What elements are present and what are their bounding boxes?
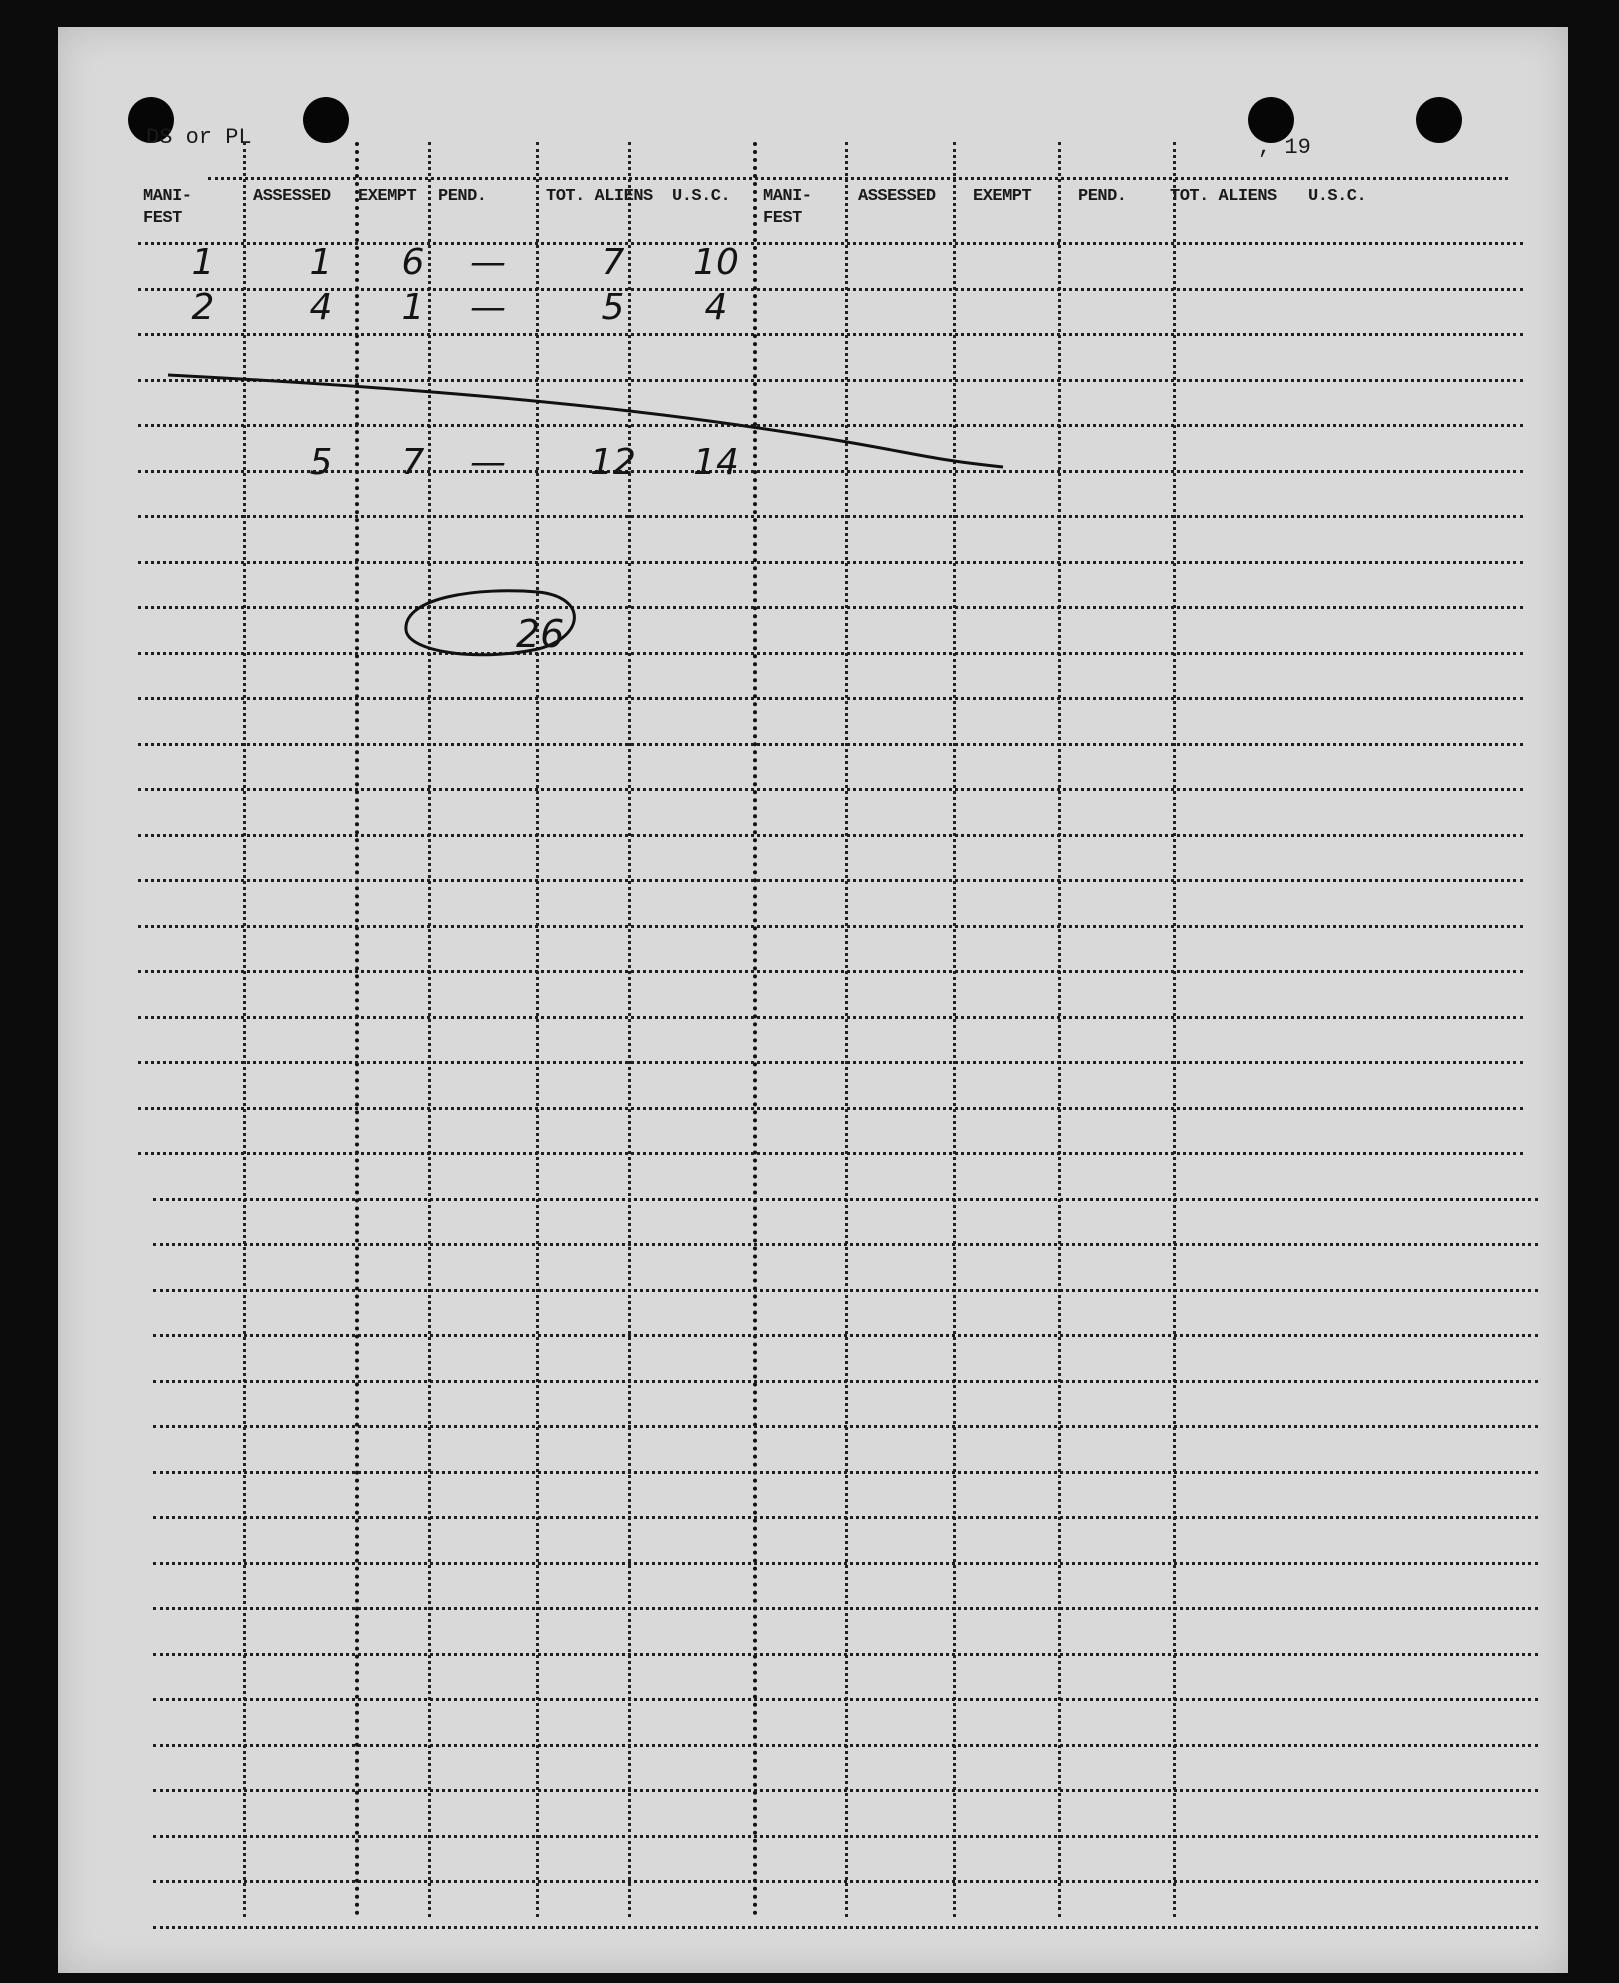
total-tot_aliens: 12: [590, 442, 636, 483]
row-rule: [153, 1562, 1538, 1565]
form-page: [58, 27, 1568, 1973]
row-rule: [138, 470, 1523, 473]
column-heading-right: EXEMPT: [973, 187, 1032, 206]
column-heading-left: U.S.C.: [672, 187, 731, 206]
row-rule: [153, 1698, 1538, 1701]
annotation-layer: [58, 27, 1568, 1973]
row-rule: [138, 1016, 1523, 1019]
column-heading-left: MANI-: [143, 187, 192, 206]
year-prefix: , 19: [1258, 135, 1311, 160]
row-rule: [153, 1744, 1538, 1747]
column-heading-right: TOT. ALIENS: [1170, 187, 1277, 206]
column-rule: [1173, 142, 1176, 1917]
column-rule: [536, 142, 539, 1917]
punch-hole: [1416, 97, 1462, 143]
column-rule: [243, 142, 246, 1917]
entry-assessed: 1: [309, 242, 333, 283]
column-rule: [628, 142, 631, 1917]
grand-total: 26: [516, 612, 565, 656]
header-prefix: DS or PL: [146, 125, 252, 150]
entry-exempt: 1: [401, 287, 425, 328]
row-rule: [138, 561, 1523, 564]
row-rule: [153, 1653, 1538, 1656]
column-heading-left: ASSESSED: [253, 187, 331, 206]
row-rule: [153, 1926, 1538, 1929]
strike-line: [168, 375, 1003, 467]
row-rule: [153, 1198, 1538, 1201]
row-rule: [138, 879, 1523, 882]
row-rule: [138, 242, 1523, 245]
entry-pend: —: [470, 242, 506, 283]
entry-pend: —: [470, 287, 506, 328]
entry-usc: 10: [693, 242, 739, 283]
row-rule: [138, 788, 1523, 791]
column-rule: [845, 142, 848, 1917]
column-heading-right: FEST: [763, 209, 802, 228]
row-rule: [138, 652, 1523, 655]
header-rule: [208, 177, 1508, 180]
row-rule: [138, 424, 1523, 427]
column-rule: [355, 142, 359, 1917]
row-rule: [138, 925, 1523, 928]
column-rule: [1058, 142, 1061, 1917]
row-rule: [138, 1107, 1523, 1110]
row-rule: [153, 1289, 1538, 1292]
total-pend: —: [470, 442, 506, 483]
entry-tot_aliens: 7: [601, 242, 625, 283]
row-rule: [138, 333, 1523, 336]
row-rule: [138, 1061, 1523, 1064]
row-rule: [153, 1243, 1538, 1246]
entry-assessed: 4: [309, 287, 333, 328]
column-heading-right: MANI-: [763, 187, 812, 206]
row-rule: [153, 1607, 1538, 1610]
column-heading-right: PEND.: [1078, 187, 1127, 206]
total-assessed: 5: [309, 442, 333, 483]
column-heading-left: TOT. ALIENS: [546, 187, 653, 206]
row-rule: [153, 1471, 1538, 1474]
row-rule: [138, 697, 1523, 700]
row-rule: [153, 1835, 1538, 1838]
row-rule: [153, 1516, 1538, 1519]
entry-exempt: 6: [401, 242, 425, 283]
column-heading-left: FEST: [143, 209, 182, 228]
punch-hole: [303, 97, 349, 143]
row-rule: [153, 1789, 1538, 1792]
row-rule: [138, 1152, 1523, 1155]
column-heading-left: PEND.: [438, 187, 487, 206]
row-rule: [138, 515, 1523, 518]
entry-usc: 4: [704, 287, 728, 328]
row-rule: [138, 834, 1523, 837]
total-exempt: 7: [401, 442, 425, 483]
column-heading-left: EXEMPT: [358, 187, 417, 206]
row-rule: [153, 1380, 1538, 1383]
entry-tot_aliens: 5: [601, 287, 625, 328]
row-rule: [138, 379, 1523, 382]
column-rule: [953, 142, 956, 1917]
entry-manifest: 1: [191, 242, 215, 283]
column-heading-right: ASSESSED: [858, 187, 936, 206]
total-usc: 14: [693, 442, 739, 483]
column-rule: [428, 142, 431, 1917]
column-heading-right: U.S.C.: [1308, 187, 1367, 206]
row-rule: [153, 1880, 1538, 1883]
row-rule: [138, 606, 1523, 609]
row-rule: [138, 743, 1523, 746]
row-rule: [138, 288, 1523, 291]
row-rule: [153, 1425, 1538, 1428]
row-rule: [153, 1334, 1538, 1337]
row-rule: [138, 970, 1523, 973]
column-rule: [753, 142, 757, 1917]
entry-manifest: 2: [191, 287, 215, 328]
